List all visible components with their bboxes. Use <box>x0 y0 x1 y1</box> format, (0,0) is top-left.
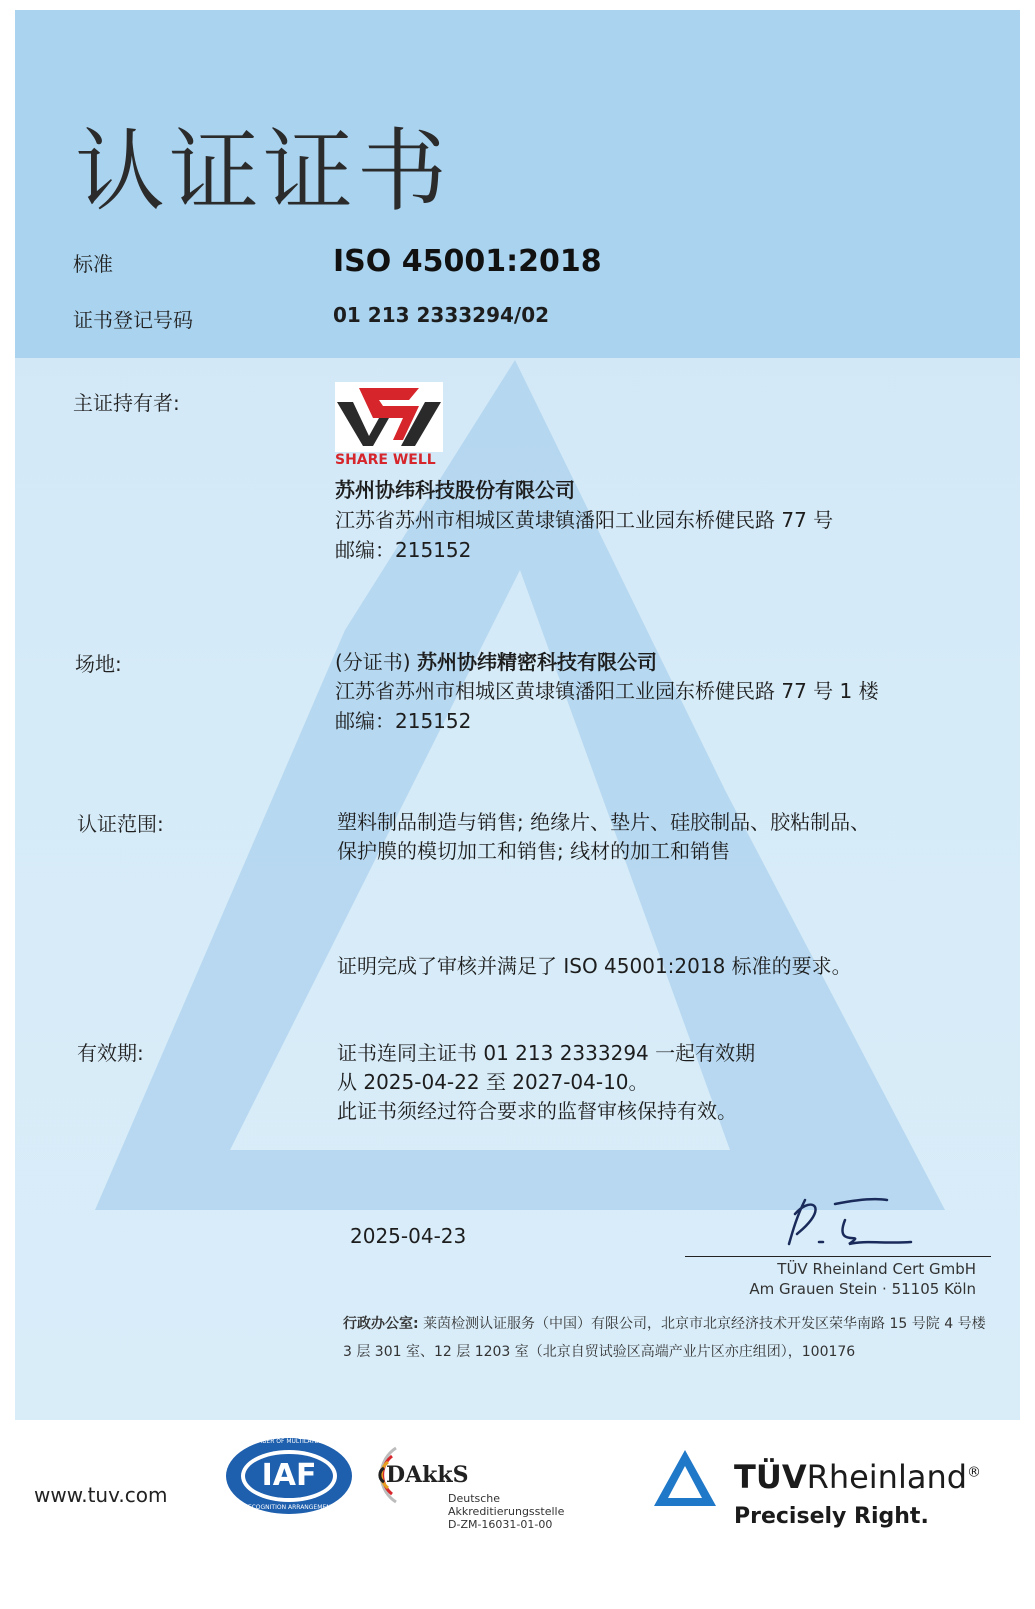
site-postcode: 邮编：215152 <box>335 709 472 733</box>
registration-value: 01 213 2333294/02 <box>333 303 550 327</box>
registered-mark: ® <box>967 1464 982 1481</box>
issuer-address: Am Grauen Stein · 51105 Köln <box>749 1280 976 1298</box>
site-name: 苏州协纬精密科技有限公司 <box>416 650 657 674</box>
standard-value: ISO 45001:2018 <box>333 244 602 279</box>
holder-address: 江苏省苏州市相城区黄埭镇潘阳工业园东桥健民路 77 号 <box>335 508 834 532</box>
site-label: 场地: <box>75 652 122 676</box>
issue-date: 2025-04-23 <box>350 1224 467 1248</box>
iaf-ring-top: MEMBER OF MULTILATERAL <box>248 1438 330 1445</box>
scope-label: 认证范围: <box>77 812 164 836</box>
holder-postcode: 邮编：215152 <box>335 538 472 562</box>
registration-label: 证书登记号码 <box>73 308 193 332</box>
iaf-text: IAF <box>261 1458 317 1493</box>
website-link[interactable]: www.tuv.com <box>34 1483 168 1507</box>
site-name-line <box>335 646 657 675</box>
tuv-brand <box>734 1458 981 1496</box>
iaf-logo <box>224 1436 354 1516</box>
certificate-title: 认证证书 <box>75 119 451 224</box>
validity-line-2: 从 2025-04-22 至 2027-04-10。 <box>337 1070 649 1094</box>
tuv-triangle-icon <box>652 1448 718 1508</box>
dakks-line-1: Deutsche <box>448 1492 501 1505</box>
scope-line-2: 保护膜的模切加工和销售; 线材的加工和销售 <box>337 839 731 863</box>
tuv-brand-prefix: TÜV <box>734 1458 807 1496</box>
tuv-slogan: Precisely Right. <box>734 1504 929 1529</box>
dakks-logo <box>366 1440 576 1540</box>
validity-line-3: 此证书须经过符合要求的监督审核保持有效。 <box>337 1099 737 1123</box>
iaf-ring-bottom: RECOGNITION ARRANGEMENT <box>243 1504 335 1511</box>
validity-label: 有效期: <box>77 1041 144 1065</box>
issuer-name: TÜV Rheinland Cert GmbH <box>777 1260 976 1278</box>
dakks-name: DAkkS <box>386 1462 469 1488</box>
validity-line-1: 证书连同主证书 01 213 2333294 一起有效期 <box>337 1041 756 1065</box>
dakks-line-2: Akkreditierungsstelle <box>448 1505 565 1518</box>
holder-name: 苏州协纬科技股份有限公司 <box>335 478 575 502</box>
conformity-statement: 证明完成了审核并满足了 ISO 45001:2018 标准的要求。 <box>337 954 852 978</box>
dakks-line-3: D-ZM-16031-01-00 <box>448 1518 553 1531</box>
scope-line-1: 塑料制品制造与销售; 绝缘片、垫片、硅胶制品、胶粘制品、 <box>337 810 871 834</box>
site-address: 江苏省苏州市相城区黄埭镇潘阳工业园东桥健民路 77 号 1 楼 <box>335 679 879 703</box>
tuv-rheinland-logo <box>652 1446 992 1546</box>
admin-office-text: 莱茵检测认证服务（中国）有限公司，北京市北京经济技术开发区荣华南路 15 号院 4 号楼 3 层 301 室、12 层 1203 室（北京自贸试验区高端产业片区亦庄组团），100176 <box>343 1316 986 1360</box>
site-prefix: (分证书) <box>335 650 411 674</box>
signature <box>775 1190 915 1256</box>
signature-line <box>685 1256 991 1257</box>
holder-label: 主证持有者: <box>73 391 180 415</box>
standard-label: 标准 <box>73 252 113 276</box>
admin-office-label: 行政办公室: <box>343 1316 419 1332</box>
tuv-brand-suffix: Rheinland <box>806 1458 968 1496</box>
admin-office <box>343 1310 993 1366</box>
certificate-sheet <box>15 10 1020 1420</box>
logo-text: SHARE WELL <box>335 452 436 468</box>
share-well-logo <box>335 382 443 472</box>
